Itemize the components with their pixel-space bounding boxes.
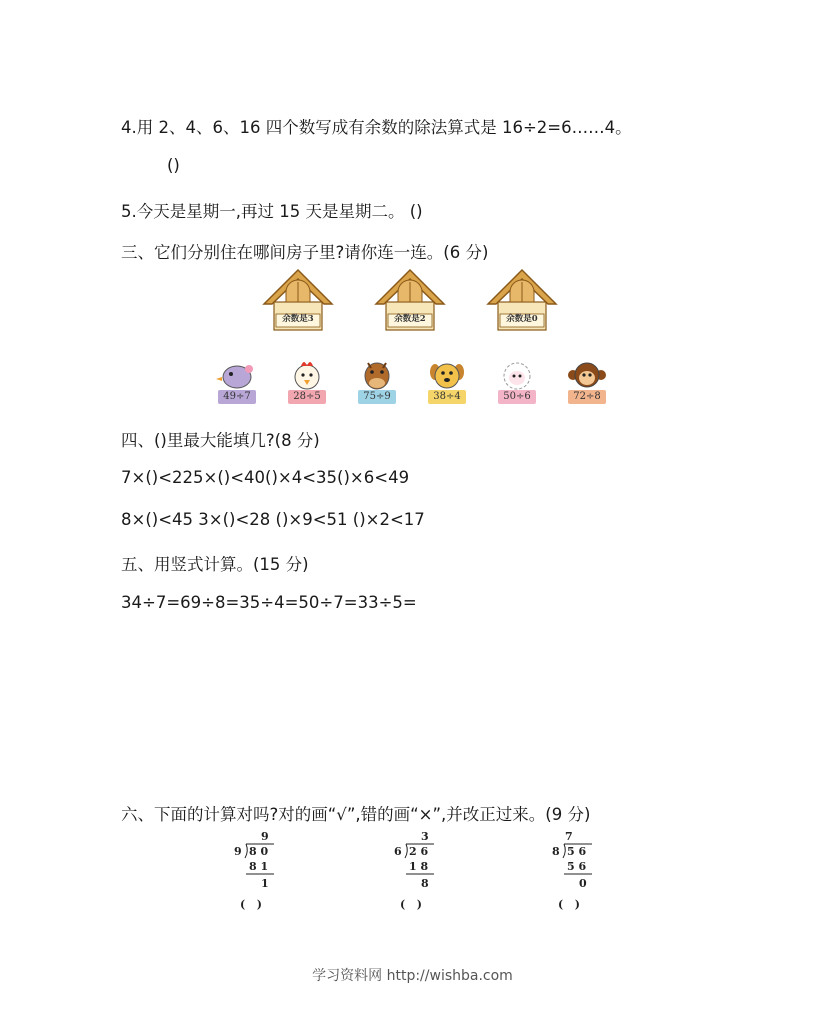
product: 8 1	[249, 860, 269, 873]
section-5-row: 34÷7=69÷8=35÷4=50÷7=33÷5=	[121, 593, 417, 612]
product: 1 8	[409, 860, 429, 873]
quotient: 3	[421, 830, 429, 843]
question-4: 4.用 2、4、6、16 四个数写成有余数的除法算式是 16÷2=6……4。	[121, 118, 632, 137]
houses-row	[262, 268, 562, 334]
section-4-heading: 四、()里最大能填几?(8 分)	[121, 431, 320, 450]
animal-monkey	[564, 357, 610, 407]
quotient: 9	[261, 830, 269, 843]
house-label: 余数是0	[506, 314, 538, 324]
long-division-1	[232, 830, 292, 915]
animal-chicken	[284, 357, 330, 407]
expression-card: 38÷4	[428, 390, 466, 404]
dividend: 5 6	[567, 845, 587, 858]
answer-paren: ( )	[400, 898, 422, 911]
monkey-icon	[564, 357, 610, 393]
section-4-row-2: 8×()<45 3×()<28 ()×9<51 ()×2<17	[121, 510, 425, 529]
answer-paren-q4: ()	[167, 156, 180, 175]
expression-card: 72÷8	[568, 390, 606, 404]
dividend: 2 6	[409, 845, 429, 858]
question-5: 5.今天是星期一,再过 15 天是星期二。 ()	[121, 202, 423, 221]
dog-icon	[424, 357, 470, 393]
remainder: 0	[579, 877, 587, 890]
divisor: 8	[552, 845, 560, 858]
house-3	[486, 268, 558, 332]
answer-paren: ( )	[558, 898, 580, 911]
expression-card: 50÷6	[498, 390, 536, 404]
expression-card: 49÷7	[218, 390, 256, 404]
remainder: 8	[421, 877, 429, 890]
animal-horse	[354, 357, 400, 407]
section-6-heading: 六、下面的计算对吗?对的画“√”,错的画“×”,并改正过来。(9 分)	[121, 805, 591, 824]
section-5-heading: 五、用竖式计算。(15 分)	[121, 555, 309, 574]
house-label: 余数是3	[282, 314, 314, 324]
animal-bird	[214, 357, 260, 407]
long-division-3	[550, 830, 610, 915]
divisor: 9	[234, 845, 242, 858]
expression-card: 75÷9	[358, 390, 396, 404]
expression-card: 28÷5	[288, 390, 326, 404]
chicken-icon	[284, 357, 330, 393]
house-1	[262, 268, 334, 332]
animal-sheep	[494, 357, 540, 407]
house-2	[374, 268, 446, 332]
answer-paren: ( )	[240, 898, 262, 911]
sheep-icon	[494, 357, 540, 393]
divisor: 6	[394, 845, 402, 858]
section-3-heading: 三、它们分别住在哪间房子里?请你连一连。(6 分)	[121, 243, 489, 262]
remainder: 1	[261, 877, 269, 890]
bird-icon	[214, 357, 260, 393]
animals-row	[214, 357, 614, 409]
quotient: 7	[565, 830, 573, 843]
dividend: 8 0	[249, 845, 269, 858]
footer-watermark: 学习资料网 http://wishba.com	[312, 968, 513, 984]
house-label: 余数是2	[394, 314, 426, 324]
product: 5 6	[567, 860, 587, 873]
animal-dog	[424, 357, 470, 407]
long-division-2	[392, 830, 452, 915]
horse-icon	[354, 357, 400, 393]
section-4-row-1: 7×()<225×()<40()×4<35()×6<49	[121, 468, 410, 487]
